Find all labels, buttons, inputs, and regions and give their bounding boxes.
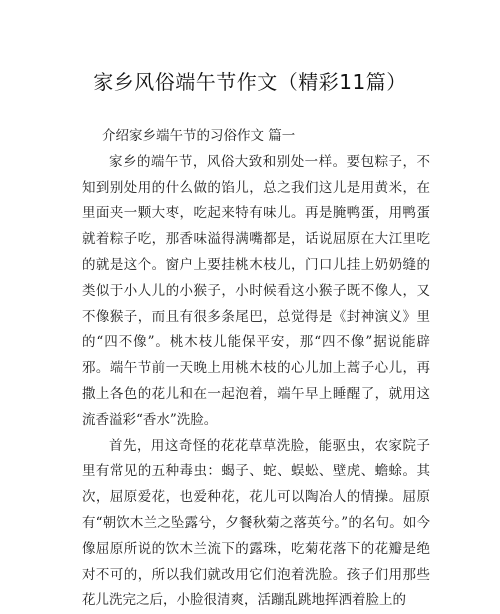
document-title: 家乡风俗端午节作文（精彩11篇） — [93, 70, 407, 94]
paragraph-1: 家乡的端午节，风俗大致和别处一样。要包粽子，不知到别处用的什么做的馅儿，总之我们这儿是用黄米，在里面夹一颗大枣，吃起来特有味儿。再是腌鸭蛋，用鸭蛋就着粽子吃，那香味溢得满嘴都是，话说屈原在大江里吃的就是这个。窗户上要挂桃木枝儿，门口儿挂上奶奶缝的类似于小人儿的小猴子，小时候看这小猴子既不像人，又不像猴子，而且有很多条尾巴，总觉得是《封神演义》里的“四不像”。桃木枝儿能保平安，那“四不像”据说能辟邪。端午节前一天晚上用桃木枝的心儿加上蒿子心儿，再撒上各色的花儿和在一起泡着，端午早上睡醒了，就用这流香溢彩“香水”洗脸。 — [82, 153, 430, 428]
section-heading: 介绍家乡端午节的习俗作文 篇一 — [102, 128, 296, 144]
paragraph-2: 首先，用这奇怪的花花草草洗脸，能驱虫，农家院子里有常见的五种毒虫：蝎子、蛇、蜈蚣、壁虎、蟾蜍。其次，屈原爱花，也爱种花，花儿可以陶冶人的情操。屈原有“朝饮木兰之坠露兮，夕餐秋菊之落英兮。”的名句。如今像屈原所说的饮木兰流下的露珠，吃菊花落下的花瓣是绝对不可的，所以我们就改用它们泡着洗脸。孩子们用那些花儿洗完之后，小脸很清爽，活蹦乱跳地挥洒着脸上的 — [82, 437, 430, 609]
article-body — [82, 124, 430, 614]
